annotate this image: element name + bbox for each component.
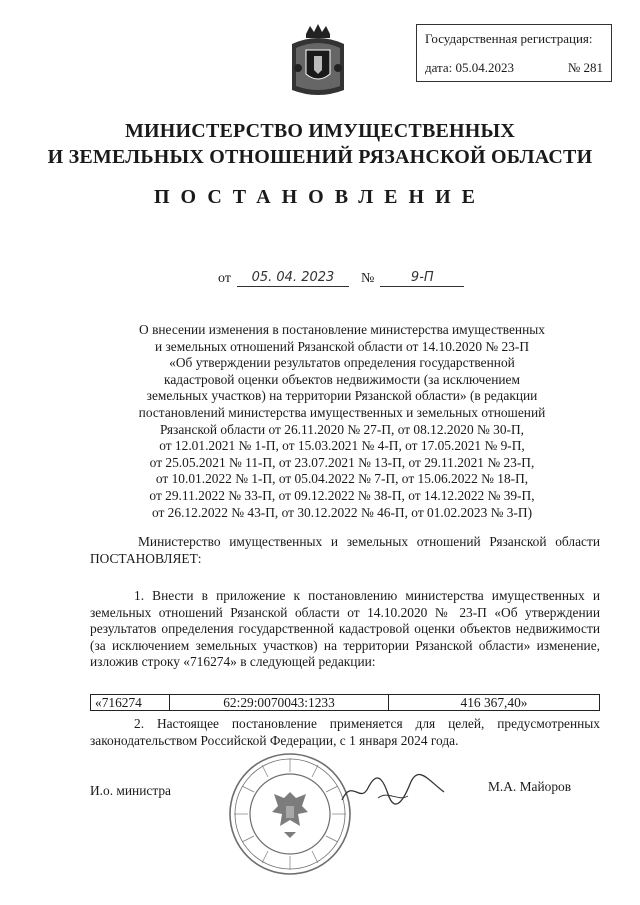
ministry-heading <box>0 118 640 170</box>
registration-title: Государственная регистрация: <box>425 31 593 46</box>
subject-line: О внесении изменения в постановление министерства имущественных <box>139 322 545 337</box>
official-seal-icon <box>228 752 352 876</box>
subject-line: земельных участков) на территории Рязанской области» (в редакции <box>146 388 538 404</box>
item-2-paragraph: 2. Настоящее постановление применяется для целей, предусмотренных законодательством Российской Федерации, с 1 января 2024 года. <box>90 716 600 748</box>
registration-details <box>425 60 603 76</box>
document-subject <box>100 322 584 521</box>
table-cell-id: «716274 <box>91 695 170 711</box>
signature-scribble-icon <box>338 770 448 810</box>
registration-date: дата: 05.04.2023 <box>425 60 515 75</box>
handwritten-date: 05. 04. 2023 <box>237 270 349 287</box>
subject-line: от 29.11.2022 № 33-П, от 09.12.2022 № 38-П, от 14.12.2022 № 39-П, <box>149 487 535 503</box>
subject-line: и земельных отношений Рязанской области от 14.10.2020 № 23-П <box>154 338 530 354</box>
number-label: № <box>360 271 375 286</box>
ministry-line-1: МИНИСТЕРСТВО ИМУЩЕСТВЕННЫХ <box>124 120 516 142</box>
subject-line: постановлений министерства имущественных и земельных отношений <box>138 404 546 420</box>
subject-line: «Об утверждении результатов определения государственной <box>169 355 515 371</box>
date-number-row <box>218 270 464 287</box>
table-cell-cadastral-number: 62:29:0070043:1233 <box>170 695 389 711</box>
subject-line: от 25.05.2021 № 11-П, от 23.07.2021 № 13-П, от 29.11.2021 № 23-П, <box>149 454 535 470</box>
registration-box <box>416 24 612 82</box>
item-1-paragraph: 1. Внести в приложение к постановлению министерства имущественных и земельных отношений Рязанской области от 14.10.2020 № 23-П «Об утверждении результатов определения государственной кадастровой оценки объектов недвижимости (за исключением земельных участков) на территории Рязанской области» изменение, изложив строку «716274» в следующей редакции: <box>90 588 600 670</box>
replacement-row-table <box>90 694 600 711</box>
subject-line: Рязанской области от 26.11.2020 № 27-П, от 08.12.2020 № 30-П, <box>159 421 525 437</box>
table-cell-value: 416 367,40» <box>389 695 600 711</box>
subject-line: от 10.01.2022 № 1-П, от 05.04.2022 № 7-П, от 15.06.2022 № 18-П, <box>155 471 529 487</box>
table-row <box>91 695 600 711</box>
subject-line: кадастровой оценки объектов недвижимости (за исключением <box>164 371 520 387</box>
signatory-position: И.о. министра <box>90 783 171 798</box>
ministry-line-2: И ЗЕМЕЛЬНЫХ ОТНОШЕНИЙ РЯЗАНСКОЙ ОБЛАСТИ <box>47 146 593 168</box>
coat-of-arms-icon <box>286 24 350 100</box>
registration-number: № 281 <box>567 60 603 75</box>
intro-paragraph: Министерство имущественных и земельных отношений Рязанской области ПОСТАНОВЛЯЕТ: <box>90 534 600 566</box>
signatory-name: М.А. Майоров <box>488 779 572 794</box>
subject-line: от 26.12.2022 № 43-П, от 30.12.2022 № 46-П, от 01.02.2023 № 3-П) <box>151 504 533 520</box>
handwritten-number: 9-П <box>380 270 464 287</box>
document-type: ПОСТАНОВЛЕНИЕ <box>154 186 486 208</box>
subject-line: от 12.01.2021 № 1-П, от 15.03.2021 № 4-П, от 17.05.2021 № 9-П, <box>159 438 525 454</box>
date-label: от <box>218 271 231 286</box>
